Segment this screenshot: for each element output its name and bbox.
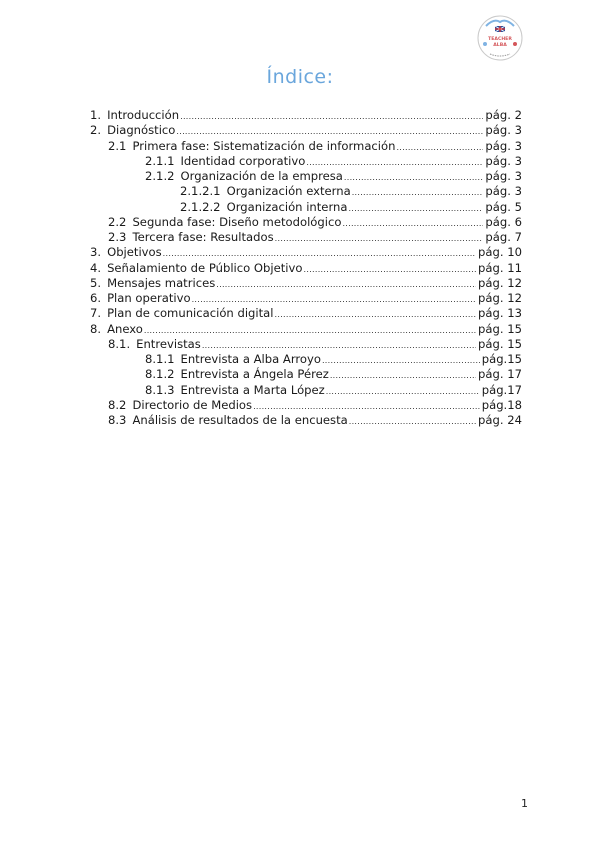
toc-entry[interactable] bbox=[90, 306, 522, 321]
toc-leader-dots bbox=[396, 140, 483, 155]
toc-entry-label: Introducción bbox=[107, 108, 180, 122]
toc-leader-dots bbox=[163, 246, 476, 261]
toc-entry-label: Segunda fase: Diseño metodológico bbox=[132, 214, 342, 229]
toc-leader-dots bbox=[144, 323, 476, 338]
toc-entry-page: pág. 11 bbox=[478, 260, 522, 275]
toc-entry-page: pág. 10 bbox=[478, 245, 522, 260]
toc-leader-dots bbox=[275, 231, 484, 246]
toc-entry-page: pág. 17 bbox=[478, 367, 522, 382]
toc-entry-label: Tercera fase: Resultados bbox=[132, 230, 274, 244]
toc-entry-page: pág. 2 bbox=[485, 108, 522, 122]
toc-entry-label: Plan de comunicación digital bbox=[107, 306, 274, 321]
toc-entry[interactable] bbox=[90, 276, 522, 291]
toc-entry-page: pág.17 bbox=[481, 382, 522, 397]
toc-entry[interactable] bbox=[90, 245, 522, 260]
toc-leader-dots bbox=[303, 262, 476, 277]
toc-entry[interactable] bbox=[90, 108, 522, 123]
toc-entry-page: pág. 6 bbox=[485, 214, 522, 229]
toc-entry-label: Diagnóstico bbox=[107, 123, 176, 138]
toc-entry-page: pág. 3 bbox=[485, 138, 522, 153]
toc-entry-number: 2. bbox=[90, 123, 102, 138]
toc-entry-number: 8.2 bbox=[108, 397, 127, 412]
toc-leader-dots bbox=[192, 292, 476, 307]
toc-entry-label: Entrevista a Alba Arroyo bbox=[180, 352, 321, 366]
svg-text:ALBA: ALBA bbox=[493, 43, 507, 48]
toc-entry-page: pág. 15 bbox=[478, 321, 522, 336]
toc-entry[interactable] bbox=[90, 398, 522, 413]
toc-leader-dots bbox=[202, 338, 476, 353]
toc-entry-label: Plan operativo bbox=[107, 291, 191, 305]
toc-entry-page: pág. 3 bbox=[485, 153, 522, 168]
toc-entry-page: pág. 7 bbox=[485, 230, 522, 244]
toc-entry-label: Directorio de Medios bbox=[132, 397, 253, 412]
teacher-alba-logo bbox=[476, 14, 524, 62]
toc-entry-number: 3. bbox=[90, 245, 102, 260]
toc-entry-page: pág.15 bbox=[481, 352, 522, 366]
toc-entry[interactable] bbox=[90, 215, 522, 230]
toc-entry[interactable] bbox=[90, 154, 522, 169]
toc-entry-number: 4. bbox=[90, 260, 102, 275]
toc-entry[interactable] bbox=[90, 123, 522, 138]
toc-entry-number: 6. bbox=[90, 291, 102, 305]
table-of-contents bbox=[90, 108, 522, 428]
toc-entry[interactable] bbox=[90, 383, 522, 398]
toc-entry[interactable] bbox=[90, 322, 522, 337]
toc-entry[interactable] bbox=[90, 413, 522, 428]
toc-leader-dots bbox=[180, 109, 483, 124]
toc-entry-number: 2.1.2 bbox=[145, 169, 175, 183]
toc-leader-dots bbox=[330, 368, 476, 383]
toc-leader-dots bbox=[275, 307, 477, 322]
toc-leader-dots bbox=[176, 124, 483, 139]
toc-leader-dots bbox=[342, 216, 483, 231]
toc-entry-page: pág. 12 bbox=[478, 275, 522, 290]
toc-entry-number: 1. bbox=[90, 108, 102, 122]
toc-leader-dots bbox=[349, 414, 476, 429]
toc-entry-number: 7. bbox=[90, 306, 102, 321]
toc-entry-number: 8.1. bbox=[108, 336, 131, 351]
toc-entry-label: Entrevista a Ángela Pérez bbox=[180, 367, 329, 382]
toc-entry[interactable] bbox=[90, 337, 522, 352]
page-title: Índice: bbox=[266, 66, 334, 88]
toc-entry-label: Identidad corporativo bbox=[180, 153, 306, 168]
toc-entry[interactable] bbox=[90, 352, 522, 367]
toc-entry-number: 5. bbox=[90, 275, 102, 290]
toc-entry-number: 2.1.1 bbox=[145, 153, 175, 168]
toc-entry-label: Organización externa bbox=[226, 184, 351, 199]
toc-entry-page: pág. 3 bbox=[485, 169, 522, 183]
toc-entry[interactable] bbox=[90, 169, 522, 184]
toc-entry-number: 2.1.2.1 bbox=[180, 184, 221, 199]
toc-entry[interactable] bbox=[90, 139, 522, 154]
toc-entry-label: Objetivos bbox=[107, 245, 162, 260]
toc-entry-page: pág. 13 bbox=[478, 306, 522, 321]
toc-entry[interactable] bbox=[90, 367, 522, 382]
toc-entry-page: pág. 15 bbox=[478, 336, 522, 351]
toc-entry-label: Organización de la empresa bbox=[180, 169, 343, 183]
svg-text:TEACHER: TEACHER bbox=[488, 37, 512, 42]
toc-entry-number: 2.2 bbox=[108, 214, 127, 229]
toc-entry-number: 2.3 bbox=[108, 230, 127, 244]
toc-entry-number: 8.3 bbox=[108, 413, 127, 427]
toc-entry[interactable] bbox=[90, 261, 522, 276]
toc-entry-label: Entrevista a Marta López bbox=[180, 382, 325, 397]
toc-leader-dots bbox=[348, 201, 483, 216]
toc-entry-label: Análisis de resultados de la encuesta bbox=[132, 413, 348, 427]
toc-leader-dots bbox=[352, 185, 484, 200]
toc-leader-dots bbox=[344, 170, 484, 185]
toc-entry-number: 2.1 bbox=[108, 138, 127, 153]
toc-entry-label: Anexo bbox=[107, 321, 143, 336]
toc-entry-number: 8. bbox=[90, 321, 102, 336]
toc-entry-label: Primera fase: Sistematización de información bbox=[132, 138, 396, 153]
page-number: 1 bbox=[521, 797, 528, 810]
toc-leader-dots bbox=[326, 384, 480, 399]
toc-entry-page: pág. 3 bbox=[485, 123, 522, 138]
toc-entry-page: pág. 12 bbox=[478, 291, 522, 305]
toc-entry[interactable] bbox=[90, 184, 522, 199]
toc-entry-page: pág. 5 bbox=[485, 199, 522, 214]
toc-entry-label: Entrevistas bbox=[136, 336, 201, 351]
toc-entry-number: 8.1.3 bbox=[145, 382, 175, 397]
toc-entry-label: Organización interna bbox=[226, 199, 348, 214]
toc-entry-label: Señalamiento de Público Objetivo bbox=[107, 260, 303, 275]
toc-leader-dots bbox=[322, 353, 480, 368]
toc-leader-dots bbox=[306, 155, 483, 170]
toc-entry-page: pág.18 bbox=[481, 397, 522, 412]
toc-entry-page: pág. 24 bbox=[478, 413, 522, 427]
toc-entry-number: 2.1.2.2 bbox=[180, 199, 221, 214]
toc-entry-label: Mensajes matrices bbox=[107, 275, 216, 290]
toc-entry-number: 8.1.2 bbox=[145, 367, 175, 382]
toc-entry-page: pág. 3 bbox=[485, 184, 522, 199]
toc-entry[interactable] bbox=[90, 291, 522, 306]
toc-entry-number: 8.1.1 bbox=[145, 352, 175, 366]
toc-leader-dots bbox=[216, 277, 476, 292]
toc-entry[interactable] bbox=[90, 230, 522, 245]
toc-entry[interactable] bbox=[90, 200, 522, 215]
toc-leader-dots bbox=[253, 399, 480, 414]
